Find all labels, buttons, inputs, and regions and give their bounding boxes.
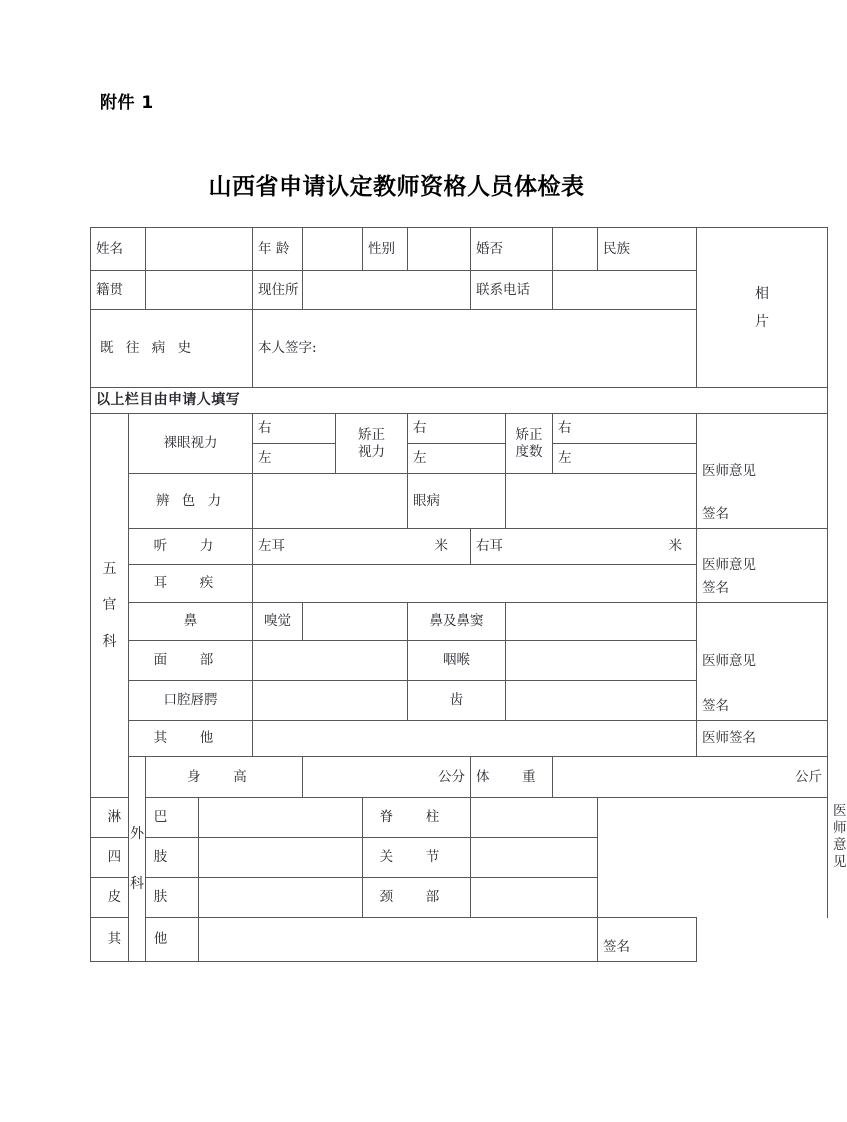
ent-signature-2-label: 签名	[702, 580, 730, 597]
table-row-applicant-note	[91, 388, 828, 414]
neck-value[interactable]	[471, 878, 598, 918]
surgery-signature[interactable]	[598, 918, 697, 962]
bare-vision-left-label: 左	[253, 444, 336, 474]
hearing-right-ear-unit: 米	[668, 538, 683, 555]
corrected-vision-right-label: 右	[408, 414, 506, 444]
hearing-left-ear[interactable]	[253, 529, 471, 565]
address-label: 现住所	[253, 271, 303, 310]
ent-doctor-opinion-3-label: 医师意见	[702, 653, 757, 670]
face-value[interactable]	[253, 641, 408, 681]
throat-label: 咽喉	[408, 641, 506, 681]
attachment-label: 附件 1	[100, 93, 154, 113]
surgery-signature-label: 签名	[603, 939, 631, 956]
origin-label: 籍贯	[91, 271, 146, 310]
table-row-basic-2	[91, 271, 828, 310]
marital-value[interactable]	[553, 228, 598, 271]
table-row-ent-other	[91, 721, 828, 757]
phone-label: 联系电话	[471, 271, 553, 310]
skin-label: 皮 肤	[91, 878, 199, 918]
smell-value[interactable]	[303, 603, 408, 641]
ear-disease-value[interactable]	[253, 565, 697, 603]
address-value[interactable]	[303, 271, 471, 310]
degree-label-line1: 矫正	[515, 426, 543, 443]
spine-label: 脊 柱	[363, 798, 471, 838]
ear-disease-label: 耳 疾	[129, 565, 253, 603]
marital-label: 婚否	[471, 228, 553, 271]
ent-doctor-opinion-3[interactable]	[697, 603, 828, 721]
gender-value[interactable]	[408, 228, 471, 271]
bare-vision-right-label: 右	[253, 414, 336, 444]
sinus-label: 鼻及鼻窦	[408, 603, 506, 641]
name-value[interactable]	[146, 228, 253, 271]
hearing-label: 听 力	[129, 529, 253, 565]
lymph-label: 淋 巴	[91, 798, 199, 838]
height-value[interactable]	[303, 757, 471, 798]
color-vision-label: 辨 色 力	[129, 474, 253, 529]
neck-label: 颈 部	[363, 878, 471, 918]
photo-label-line2: 片	[755, 313, 770, 330]
joints-value[interactable]	[471, 838, 598, 878]
eye-disease-value[interactable]	[506, 474, 697, 529]
color-vision-value[interactable]	[253, 474, 408, 529]
ent-other-label: 其 他	[129, 721, 253, 757]
ent-doctor-opinion-1[interactable]	[697, 414, 828, 529]
skin-value[interactable]	[199, 878, 363, 918]
bare-vision-label: 裸眼视力	[129, 414, 253, 474]
weight-unit: 公斤	[795, 768, 823, 785]
degree-right-label: 右	[553, 414, 697, 444]
eye-disease-label: 眼病	[408, 474, 506, 529]
corrected-vision-label	[336, 414, 408, 474]
weight-label: 体 重	[471, 757, 553, 798]
limbs-value[interactable]	[199, 838, 363, 878]
age-value[interactable]	[303, 228, 363, 271]
age-label: 年 龄	[253, 228, 303, 271]
ent-label-char-2: 官	[102, 597, 117, 614]
ent-label-char-1: 五	[102, 560, 117, 577]
corrected-vision-label-line2: 视力	[358, 443, 386, 460]
hearing-left-ear-unit: 米	[434, 538, 449, 555]
sinus-value[interactable]	[506, 603, 697, 641]
lymph-value[interactable]	[199, 798, 363, 838]
surgery-other-label: 其 他	[91, 918, 199, 962]
corrected-vision-label-line1: 矫正	[358, 426, 386, 443]
name-label: 姓名	[91, 228, 146, 271]
table-row-nose	[91, 603, 828, 641]
joints-label: 关 节	[363, 838, 471, 878]
table-row-basic-1	[91, 228, 828, 271]
surgery-label-char-2: 科	[130, 875, 144, 892]
medical-history-value[interactable]: 本人签字:	[253, 310, 697, 388]
photo-label-line1: 相	[755, 285, 770, 302]
medical-history-label: 既 往 病 史	[91, 310, 253, 388]
page-title: 山西省申请认定教师资格人员体检表	[208, 173, 585, 200]
mouth-label: 口腔唇腭	[129, 681, 253, 721]
table-row-hearing	[91, 529, 828, 565]
hearing-right-ear[interactable]	[471, 529, 697, 565]
teeth-value[interactable]	[506, 681, 697, 721]
surgery-label-char-1: 外	[130, 825, 144, 842]
ent-doctor-opinion-2-label: 医师意见	[702, 557, 757, 574]
ent-doctor-opinion-1-label: 医师意见	[702, 462, 757, 479]
table-row-surgery-other	[91, 918, 828, 962]
ent-doctor-signature-label: 医师签名	[702, 730, 757, 747]
corrected-vision-left-label: 左	[408, 444, 506, 474]
phone-value[interactable]	[553, 271, 828, 310]
teeth-label: 齿	[408, 681, 506, 721]
spine-value[interactable]	[471, 798, 598, 838]
face-label: 面 部	[129, 641, 253, 681]
physical-examination-table	[90, 227, 847, 962]
nose-label: 鼻	[129, 603, 253, 641]
weight-value[interactable]	[553, 757, 828, 798]
ent-label-char-3: 科	[102, 633, 117, 650]
table-row-vision-right	[91, 414, 828, 444]
hearing-left-ear-label: 左耳	[258, 538, 286, 555]
degree-label-line2: 度数	[515, 443, 543, 460]
table-row-height-weight: 外 科 身 高 公分 体 重 公斤 医师意见	[91, 757, 828, 798]
degree-label	[506, 414, 553, 474]
ethnicity-label: 民族	[598, 228, 697, 271]
throat-value[interactable]	[506, 641, 697, 681]
ent-other-value[interactable]	[253, 721, 697, 757]
origin-value[interactable]	[146, 271, 253, 310]
table-row-lymph-spine	[91, 798, 828, 838]
hearing-right-ear-label: 右耳	[476, 538, 504, 555]
ent-doctor-signature[interactable]	[697, 721, 828, 757]
surgery-other-value[interactable]	[199, 918, 598, 962]
degree-left-label: 左	[553, 444, 697, 474]
table-row-limbs-joints	[91, 838, 828, 878]
gender-label: 性别	[363, 228, 408, 271]
smell-label: 嗅觉	[253, 603, 303, 641]
ent-signature-1-label: 签名	[702, 506, 730, 523]
ent-section-vertical-label	[91, 414, 129, 798]
height-unit: 公分	[438, 768, 466, 785]
height-label: 身 高	[146, 757, 303, 798]
table-row-skin-neck	[91, 878, 828, 918]
limbs-label: 四 肢	[91, 838, 199, 878]
ent-doctor-opinion-2[interactable]	[697, 529, 828, 603]
applicant-fill-note: 以上栏目由申请人填写	[91, 388, 828, 414]
ent-signature-3-label: 签名	[702, 698, 730, 715]
mouth-value[interactable]	[253, 681, 408, 721]
